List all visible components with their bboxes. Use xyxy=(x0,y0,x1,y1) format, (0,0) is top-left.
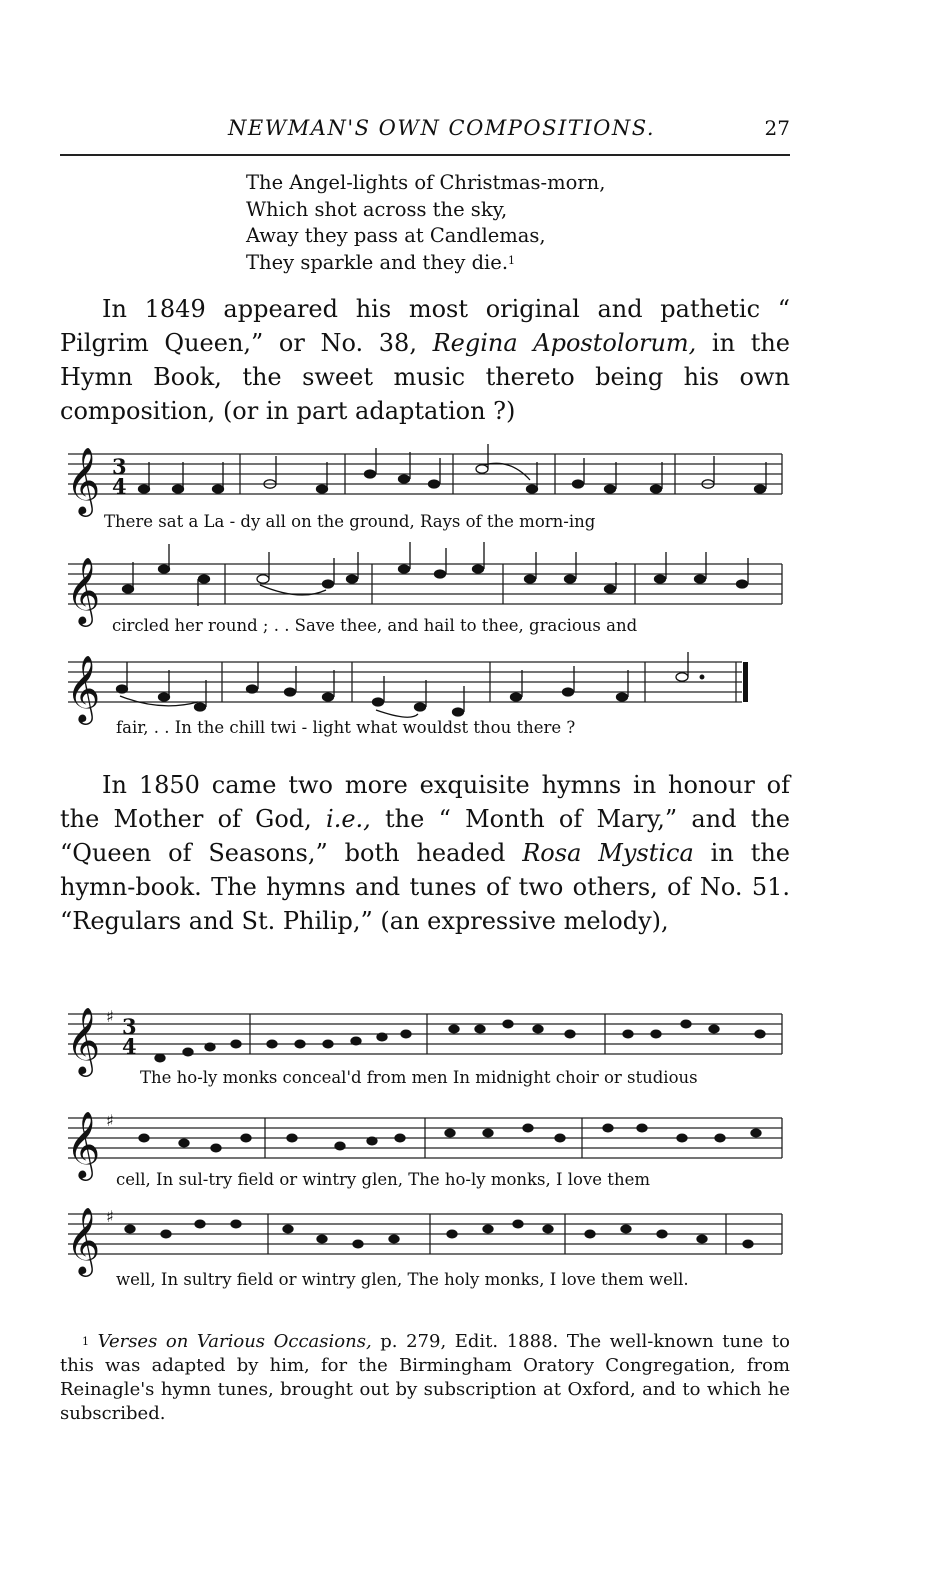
notes-system-4 xyxy=(155,1020,765,1062)
hymn-heading: Rosa Mystica xyxy=(522,839,694,867)
verse-line xyxy=(246,250,605,277)
page-number: 27 xyxy=(764,116,790,140)
time-sig-bottom: 4 xyxy=(122,1034,137,1059)
treble-clef-icon: 𝄞 xyxy=(66,654,101,722)
lyric-line: well, In sultry field or wintry glen, The holy monks, I love them well. xyxy=(116,1270,689,1289)
sharp-icon: ♯ xyxy=(106,1207,114,1226)
lyric-line: The ho-ly monks conceal'd from men In midnight choir or studious xyxy=(140,1068,698,1087)
time-sig-bottom: 4 xyxy=(112,474,127,499)
treble-clef-icon: 𝄞 xyxy=(66,446,101,514)
treble-clef-icon: 𝄞 xyxy=(66,1110,101,1178)
lyric-line: There sat a La - dy all on the ground, Rays of the morn-ing xyxy=(104,512,596,531)
header-rule xyxy=(60,154,790,156)
notes-system-1 xyxy=(139,444,767,493)
footnote-source: Verses on Various Occasions, xyxy=(97,1331,372,1352)
lyric-line: fair, . . In the chill twi - light what wouldst thou there ? xyxy=(116,718,576,737)
paragraph-month-of-mary: In 1850 came two more exquisite hymns in honour of the Mother of God, i.e., the “ Month of Mary,” and the “Queen of Seasons,” both headed Rosa Mystica in the hymn-book. The hymns and tunes of two others, of No. 51. “Regulars and St. Philip,” (an expressive melody), xyxy=(60,771,791,935)
verse-line: Which shot across the sky, xyxy=(246,197,508,221)
verse-block xyxy=(246,170,605,276)
paragraph-pilgrim-queen: In 1849 appeared his most original and pathetic “ Pilgrim Queen,” or No. 38, Regina Apostolorum, in the Hymn Book, the sweet music thereto being his own composition, (or in part adaptation ?) xyxy=(60,295,790,425)
music-example-pilgrim-queen xyxy=(60,440,790,750)
footnote xyxy=(60,1330,790,1426)
verse-line-text: They sparkle and they die. xyxy=(246,250,509,274)
hymn-title: Regina Apostolorum, xyxy=(432,329,697,357)
lyric-line: circled her round ; . . Save thee, and hail to thee, gracious and xyxy=(112,616,638,635)
time-sig-top: 3 xyxy=(122,1014,137,1039)
running-head xyxy=(60,108,790,148)
footnote-mark: 1 xyxy=(82,1335,89,1348)
music-example-regulars-st-philip xyxy=(60,1000,790,1310)
treble-clef-icon: 𝄞 xyxy=(66,556,101,624)
footnote-ref: 1 xyxy=(508,253,516,267)
score-1 xyxy=(60,440,790,750)
sharp-icon: ♯ xyxy=(106,1111,114,1130)
verse-line: The Angel-lights of Christmas-morn, xyxy=(246,171,606,194)
score-2 xyxy=(60,1000,790,1310)
time-sig-top: 3 xyxy=(112,454,127,479)
sharp-icon: ♯ xyxy=(106,1007,114,1026)
verse-line: Away they pass at Candlemas, xyxy=(246,224,546,247)
treble-clef-icon: 𝄞 xyxy=(66,1206,101,1274)
lyric-line: cell, In sul-try field or wintry glen, The ho-ly monks, I love them xyxy=(116,1170,650,1189)
running-title: NEWMAN'S OWN COMPOSITIONS. xyxy=(228,116,656,140)
treble-clef-icon: 𝄞 xyxy=(66,1006,101,1074)
footnote-text: p. 279, Edit. 1888. The well-known tune to this was adapted by him, for the Birmingham Oratory Congregation, from Reinagle's hymn tunes, brought out by subscription at Oxford, and to which he subscribed. xyxy=(60,1331,790,1424)
